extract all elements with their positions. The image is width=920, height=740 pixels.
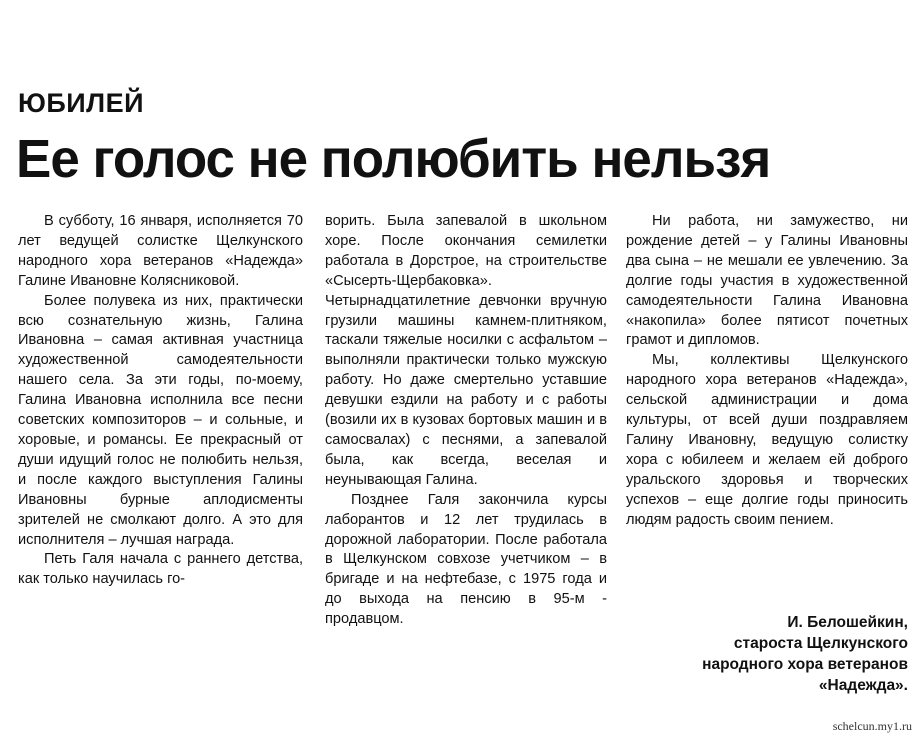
rubric: ЮБИЛЕЙ	[18, 88, 145, 118]
paragraph: В субботу, 16 января, исполняется 70 лет ведущей солистке Щелкунского народного хора ветеранов «Надежда» Галине Ивановне Колясниковой.	[18, 213, 303, 289]
headline: Ее голос не полюбить нельзя	[16, 129, 771, 189]
article-column-2	[325, 212, 607, 630]
paragraph: Позднее Галя закончила курсы лаборантов и 12 лет трудилась в дорожной лаборатории. После работала в Щелкунском совхозе учетчиком – в бригаде и на нефтебазе, с 1975 года и до выхода на пенсию в 95-м - продавцом.	[325, 491, 607, 628]
article-column-1	[18, 212, 303, 590]
author-name: И. Белошейкин,	[787, 614, 908, 631]
paragraph: ворить. Была запевалой в школьном хоре. После окончания семилетки работала в Дорстрое, на строительстве «Сысерть-Щербаковка». Четырнадцатилетние девчонки вручную грузили машины камнем-плитняком, таскали тяжелые носилки с асфальтом – выполняли практически только мужскую работу. Но даже смертельно уставшие девушки ездили на работу и с работы (возили их в кузовах бортовых машин и в самосвалах) с песнями, а запевалой была, как всегда, веселая и неунывающая Галина.	[325, 213, 607, 488]
paragraph: Мы, коллективы Щелкунского народного хора ветеранов «Надежда», сельской администрации и дома культуры, от всей души поздравляем Галину Ивановну, ведущую солистку хора с юбилеем и желаем ей доброго уральского здоровья и творческих успехов – еще долгие годы приносить людям радость своим пением.	[626, 352, 908, 528]
article-column-3	[626, 212, 908, 531]
author-title: староста Щелкунского	[733, 635, 908, 652]
author-title: народного хора ветеранов	[702, 656, 908, 673]
watermark: schelcun.my1.ru	[832, 719, 912, 733]
author-title: «Надежда».	[818, 677, 908, 694]
paragraph: Более полувека из них, практически всю сознательную жизнь, Галина Ивановна – самая активная участница художественной самодеятельности нашего села. За эти годы, по-моему, Галина Ивановна исполнила все песни советских композиторов – и сольные, и хоровые, и романсы. Ее прекрасный от души идущий голос не полюбить нельзя, и после каждого выступления Галины Ивановны бурные аплодисменты зрителей не смолкают долго. А это для исполнителя – лучшая награда.	[18, 292, 303, 548]
paragraph: Ни работа, ни замужество, ни рождение детей – у Галины Ивановны два сына – не мешали ее увлечению. За долгие годы участия в художественной самодеятельности Галина Ивановна «накопила» более пятисот почетных грамот и дипломов.	[626, 213, 908, 349]
paragraph: Петь Галя начала с раннего детства, как только научилась го-	[18, 551, 303, 588]
author-signature	[702, 612, 908, 696]
